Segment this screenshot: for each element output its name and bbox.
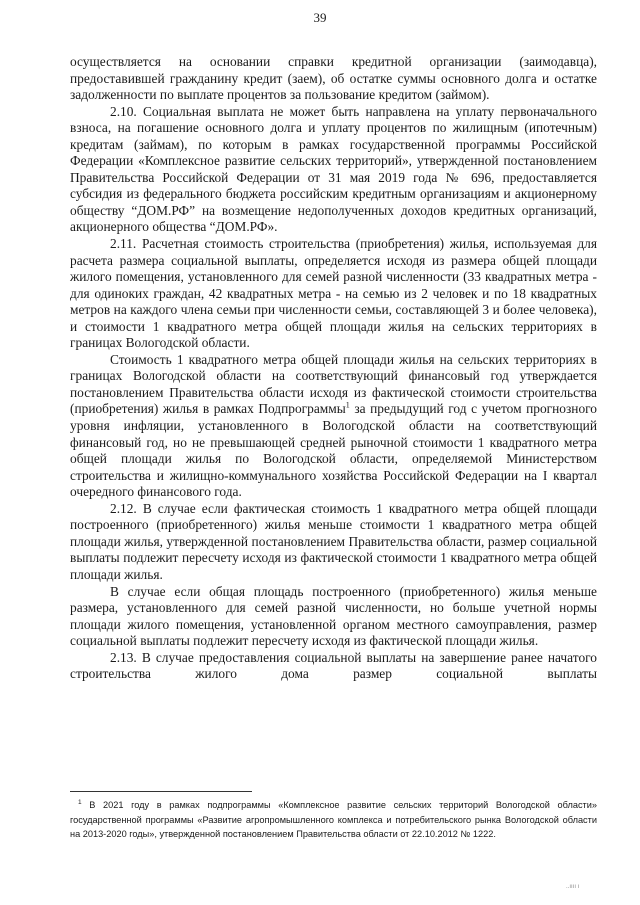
paragraph-2-11: 2.11. Расчетная стоимость строительства (приобретения) жилья, используемая для расчета размера социальной выплаты, определяется исходя из размера общей площади жилого помещения, установленного для семей разной численности (33 квадратных метра - для одиноких граждан, 42 квадратных метра - на семью из 2 человек и по 18 квадратных метров на каждого члена семьи при численности семьи, составляющей 3 и более человека), и стоимости 1 квадратного метра общей площади жилья на сельских территориях в границах Вологодской области.	[70, 236, 597, 351]
footnote-separator	[70, 791, 252, 792]
paragraph-continuation: осуществляется на основании справки кредитной организации (заимодавца), предоставившей гражданину кредит (заем), об остатке суммы основного долга и остатке задолженности по выплате процентов за пользование кредитом (займом).	[70, 54, 597, 103]
paragraph-2-12: 2.12. В случае если фактическая стоимость 1 квадратного метра общей площади построенного (приобретенного) жилья меньше стоимости 1 квадратного метра общей площади жилья, утвержденной постановлением Правительства области, размер социальной выплаты подлежит пересчету исходя из фактической стоимости 1 квадратного метра общей площади жилья.	[70, 500, 597, 582]
footnote	[70, 798, 597, 842]
body-text	[70, 54, 597, 683]
paragraph-cost-per-square-meter	[70, 352, 597, 501]
paragraph-text-part: за предыдущий год с учетом прогнозного уровня инфляции, установленного в Вологодской области на соответствующий финансовый год, но не превышающей средней рыночной стоимости 1 квадратного метра общей площади жилья по Вологодской области, определяемой Министерством строительства и жилищно-коммунального хозяйства Российской Федерации на I квартал очередного финансового года.	[70, 401, 598, 500]
paragraph-area-recalculation: В случае если общая площадь построенного (приобретенного) жилья меньше размера, установленного для семей разной численности, но больше учетной нормы площади жилого помещения, установленной органом местного самоуправления, размер социальной выплаты подлежит пересчету исходя из фактической площади жилья.	[70, 583, 597, 649]
page-number: 39	[313, 10, 327, 25]
scan-mark: ..ıııı ı	[566, 884, 580, 890]
footnote-reference: 1	[345, 401, 350, 411]
paragraph-2-13: 2.13. В случае предоставления социальной выплаты на завершение ранее начатого строительства жилого дома размер социальной выплаты	[70, 649, 597, 682]
footnote-marker: 1	[78, 798, 82, 806]
paragraph-text-part: Стоимость 1 квадратного метра общей площади жилья на сельских территориях в границах Вологодской области на соответствующий финансовый год утверждается постановлением Правительства области исходя из фактической стоимости строительства (приобретения) жилья в рамках Подпрограммы	[70, 351, 597, 417]
footnote-text: В 2021 году в рамках подпрограммы «Комплексное развитие сельских территорий Вологодской области» государственной программы «Развитие агропромышленного комплекса и потребительского рынка Вологодской области на 2013-2020 годы», утвержденной постановлением Правительства области от 22.10.2012 № 1222.	[70, 800, 597, 839]
paragraph-2-10: 2.10. Социальная выплата не может быть направлена на уплату первоначального взноса, на погашение основного долга и уплату процентов по жилищным (ипотечным) кредитам (займам), по которым в рамках государственной программы Российской Федерации «Комплексное развитие сельских территорий», утвержденной постановлением Правительства Российской Федерации от 31 мая 2019 года № 696, предоставляется субсидия из федерального бюджета российским кредитным организациям и акционерному обществу “ДОМ.РФ” на возмещение недополученных доходов кредитных организаций, акционерного общества “ДОМ.РФ».	[70, 103, 597, 235]
